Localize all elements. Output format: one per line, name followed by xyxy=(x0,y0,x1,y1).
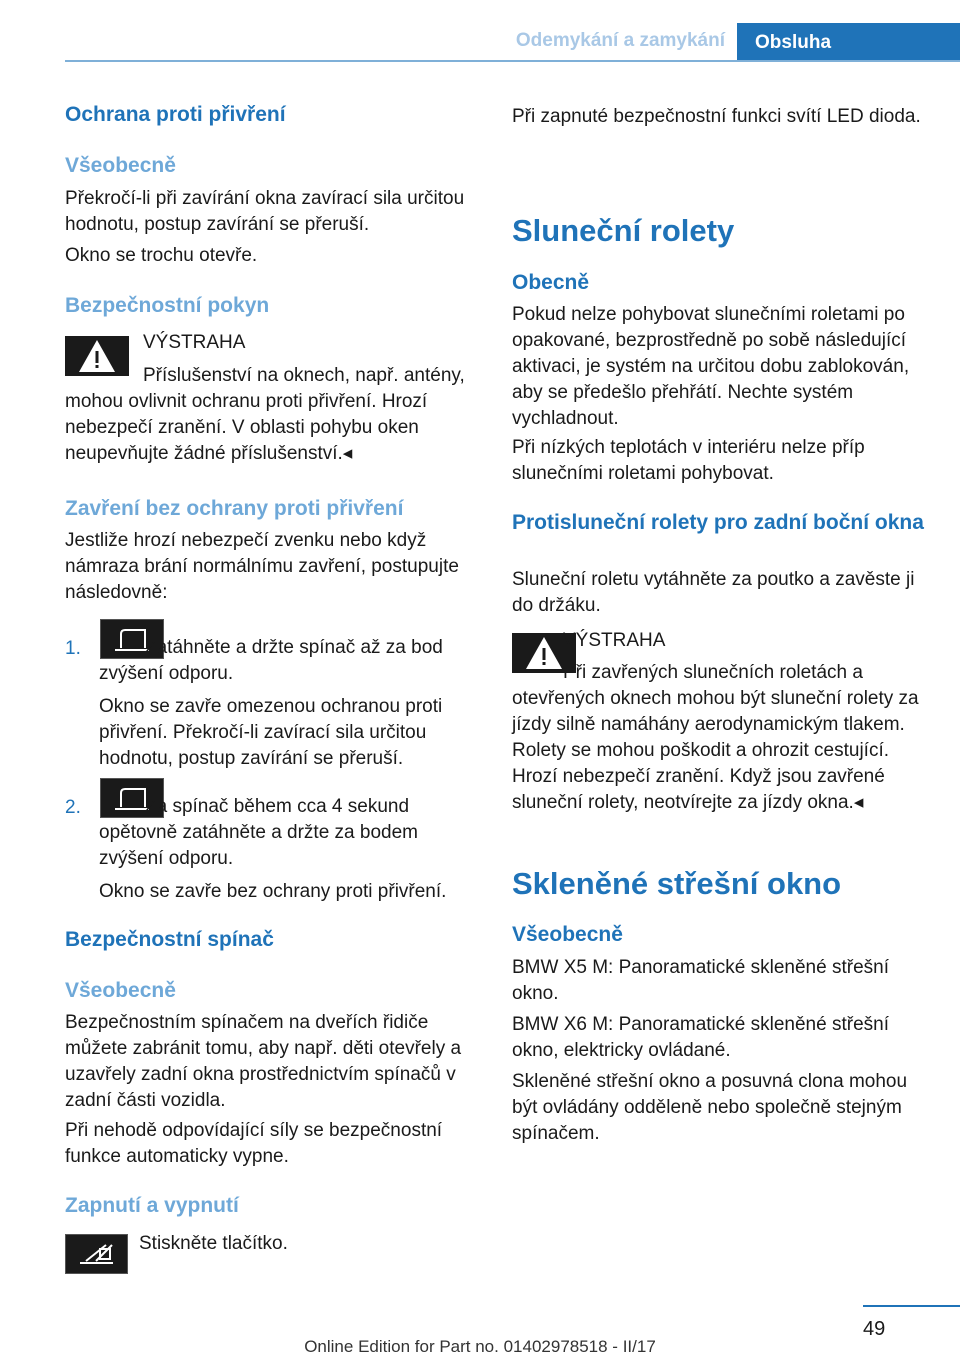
step-text: Zatáhněte a držte spínač až za bod zvýšení odporu. xyxy=(99,637,443,684)
paragraph: Sluneční roletu vytáhněte za poutko a zavěste ji do držáku. xyxy=(512,569,915,616)
step-number: 2. xyxy=(65,797,81,818)
heading-pinch-protection: Ochrana proti přivření xyxy=(65,103,286,126)
step-subtext: Okno se zavře bez ochrany proti přivření. xyxy=(99,881,447,902)
page-number: 49 xyxy=(863,1318,886,1340)
warning-text: Příslušenství na oknech, např. antény, mohou ovlivnit ochranu proti přivření. Hrozí nebezpečí zranění. V oblasti pohybu oken neupevňujte žádné příslušenství.◂ xyxy=(65,365,465,464)
header-rule xyxy=(65,60,960,62)
paragraph: BMW X5 M: Panoramatické skleněné střešní okno. xyxy=(512,957,889,1004)
warning-title: VÝSTRAHA xyxy=(563,630,666,651)
warning-text: Při zavřených slunečních roletách a otevřených oknech mohou být sluneční rolety za jízdy silně namáhány aerodynamickým tlakem. Rolety se mohou poškodit a ohrozit cestující. Hrozí nebezpečí zranění. Když jsou zavřené sluneční rolety, neotvírejte za jízdy okna.◂ xyxy=(512,662,919,813)
step-subtext: Okno se zavře omezenou ochranou proti přivření. Překročí-li zavírací sila určitou hodnotu, postup zavírání se přeruší. xyxy=(99,696,443,769)
paragraph: Při nízkých teplotách v interiéru nelze příp slunečními roletami pohybovat. xyxy=(512,437,865,484)
window-lock-switch-icon xyxy=(65,1234,128,1274)
page-number-rule xyxy=(863,1305,960,1307)
paragraph: Okno se trochu otevře. xyxy=(65,245,258,266)
footer-edition: Online Edition for Part no. 01402978518 - II/17 xyxy=(304,1337,656,1356)
heading-safety-note: Bezpečnostní pokyn xyxy=(65,294,270,317)
paragraph: Stiskněte tlačítko. xyxy=(139,1233,288,1254)
paragraph: BMW X6 M: Panoramatické skleněné střešní okno, elektricky ovládané. xyxy=(512,1014,889,1061)
paragraph: Bezpečnostním spínačem na dveřích řidiče můžete zabránit tomu, aby např. děti otevřely a uzavřely zadní okna prostřednictvím spínačů v zadní části vozidla. xyxy=(65,1012,462,1111)
step-text: Za spínač během cca 4 sekund opětovně zatáhněte a držte za bodem zvýšení odporu. xyxy=(99,796,419,869)
paragraph: Při nehodě odpovídající síly se bezpečnostní funkce automaticky vypne. xyxy=(65,1120,443,1167)
heading-glass-sunroof: Skleněné střešní okno xyxy=(512,866,842,901)
heading-general: Všeobecně xyxy=(65,979,176,1002)
heading-safety-switch: Bezpečnostní spínač xyxy=(65,928,274,951)
warning-title: VÝSTRAHA xyxy=(143,332,246,353)
paragraph: Skleněné střešní okno a posuvná clona mohou být ovládány odděleně nebo společně stejným spínačem. xyxy=(512,1071,908,1144)
heading-close-without-protection: Zavření bez ochrany proti přivření xyxy=(65,497,404,520)
header-section-title: Odemykání a zamykání xyxy=(515,30,725,51)
heading-on-off: Zapnutí a vypnutí xyxy=(65,1194,239,1217)
header-chapter-tab: Obsluha xyxy=(737,23,960,62)
heading-general: Obecně xyxy=(512,271,590,294)
heading-general: Všeobecně xyxy=(512,923,623,946)
paragraph: Při zapnuté bezpečnostní funkci svítí LED dioda. xyxy=(512,106,921,127)
paragraph: Pokud nelze pohybovat slunečními roletami po opakované, bezprostředně po sobě následující aktivaci, je systém na určitou dobu zablokován, aby se předešlo přehřátí. Nechte systém vychladnout. xyxy=(512,304,910,429)
heading-general: Všeobecně xyxy=(65,154,176,177)
heading-sun-blinds: Sluneční rolety xyxy=(512,213,735,248)
heading-rear-sun-blinds: Protisluneční rolety pro zadní boční okna xyxy=(512,511,924,534)
paragraph: Jestliže hrozí nebezpečí zvenku nebo když námraza brání normálnímu zavření, postupujte následovně: xyxy=(65,530,459,603)
step-number: 1. xyxy=(65,638,81,659)
paragraph: Překročí-li při zavírání okna zavírací sila určitou hodnotu, postup zavírání se přeruší. xyxy=(65,188,465,235)
